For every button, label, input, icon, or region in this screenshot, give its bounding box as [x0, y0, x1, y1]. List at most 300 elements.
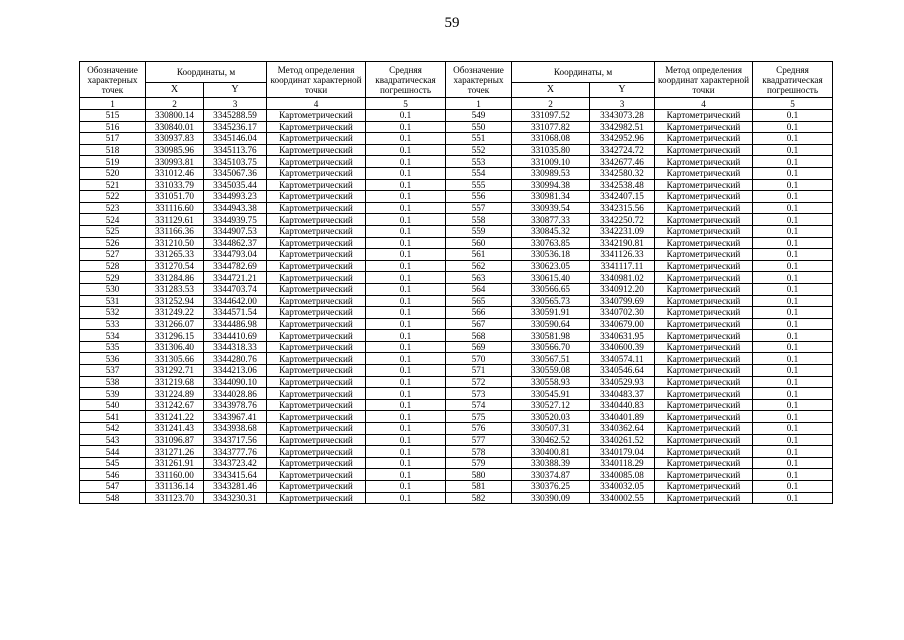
coord-y-cell: 3341126.33 [590, 249, 655, 261]
coord-y-cell: 3342982.51 [590, 121, 655, 133]
coord-x-cell: 330840.01 [146, 121, 204, 133]
error-cell: 0.1 [753, 110, 833, 122]
coord-y-cell: 3344782.69 [204, 260, 267, 272]
coord-x-cell: 330800.14 [146, 110, 204, 122]
method-cell: Картометрический [267, 307, 366, 319]
coord-x-cell: 330993.81 [146, 156, 204, 168]
error-cell: 0.1 [366, 446, 446, 458]
table-row [80, 214, 833, 226]
error-cell: 0.1 [366, 167, 446, 179]
point-id-cell: 517 [80, 133, 146, 145]
point-id-cell: 553 [446, 156, 512, 168]
point-id-cell: 570 [446, 353, 512, 365]
method-cell: Картометрический [267, 318, 366, 330]
error-cell: 0.1 [753, 295, 833, 307]
point-id-cell: 530 [80, 283, 146, 295]
point-id-cell: 582 [446, 492, 512, 504]
table-body [80, 110, 833, 504]
coord-x-cell: 330937.83 [146, 133, 204, 145]
error-cell: 0.1 [753, 144, 833, 156]
method-cell: Картометрический [655, 133, 753, 145]
error-cell: 0.1 [366, 492, 446, 504]
error-cell: 0.1 [753, 133, 833, 145]
point-id-cell: 550 [446, 121, 512, 133]
coord-y-cell: 3342952.96 [590, 133, 655, 145]
method-cell: Картометрический [655, 121, 753, 133]
coord-x-cell: 331306.40 [146, 341, 204, 353]
method-cell: Картометрический [267, 191, 366, 203]
coord-x-cell: 330591.91 [512, 307, 590, 319]
coord-x-cell: 330376.25 [512, 481, 590, 493]
method-cell: Картометрический [267, 260, 366, 272]
method-cell: Картометрический [267, 249, 366, 261]
header-coords-right: Координаты, м [512, 62, 655, 83]
table-row [80, 260, 833, 272]
point-id-cell: 520 [80, 167, 146, 179]
point-id-cell: 574 [446, 399, 512, 411]
method-cell: Картометрический [655, 411, 753, 423]
method-cell: Картометрический [655, 388, 753, 400]
method-cell: Картометрический [267, 457, 366, 469]
coord-x-cell: 330566.70 [512, 341, 590, 353]
method-cell: Картометрический [655, 469, 753, 481]
coord-y-cell: 3344318.33 [204, 341, 267, 353]
error-cell: 0.1 [753, 260, 833, 272]
table-row [80, 353, 833, 365]
coord-y-cell: 3342231.09 [590, 225, 655, 237]
error-cell: 0.1 [366, 457, 446, 469]
point-id-cell: 581 [446, 481, 512, 493]
error-cell: 0.1 [753, 423, 833, 435]
coord-y-cell: 3343967.41 [204, 411, 267, 423]
coord-x-cell: 331166.36 [146, 225, 204, 237]
point-id-cell: 567 [446, 318, 512, 330]
error-cell: 0.1 [366, 121, 446, 133]
point-id-cell: 525 [80, 225, 146, 237]
method-cell: Картометрический [267, 202, 366, 214]
coord-y-cell: 3344943.38 [204, 202, 267, 214]
coord-y-cell: 3343415.64 [204, 469, 267, 481]
table-row [80, 156, 833, 168]
coord-y-cell: 3344090.10 [204, 376, 267, 388]
coord-x-cell: 331012.46 [146, 167, 204, 179]
error-cell: 0.1 [753, 214, 833, 226]
coord-x-cell: 331009.10 [512, 156, 590, 168]
point-id-cell: 566 [446, 307, 512, 319]
table-row [80, 481, 833, 493]
coord-x-cell: 330615.40 [512, 272, 590, 284]
coord-x-cell: 330559.08 [512, 365, 590, 377]
point-id-cell: 569 [446, 341, 512, 353]
point-id-cell: 577 [446, 434, 512, 446]
method-cell: Картометрический [655, 492, 753, 504]
point-id-cell: 543 [80, 434, 146, 446]
coord-y-cell: 3341117.11 [590, 260, 655, 272]
method-cell: Картометрический [655, 225, 753, 237]
method-cell: Картометрический [267, 469, 366, 481]
method-cell: Картометрический [267, 179, 366, 191]
error-cell: 0.1 [366, 202, 446, 214]
point-id-cell: 558 [446, 214, 512, 226]
method-cell: Картометрический [655, 191, 753, 203]
coord-y-cell: 3343723.42 [204, 457, 267, 469]
method-cell: Картометрический [267, 144, 366, 156]
point-id-cell: 549 [446, 110, 512, 122]
coord-y-cell: 3340179.04 [590, 446, 655, 458]
coord-x-cell: 331296.15 [146, 330, 204, 342]
point-id-cell: 580 [446, 469, 512, 481]
table-row [80, 388, 833, 400]
coord-x-cell: 331068.08 [512, 133, 590, 145]
coord-x-cell: 330566.65 [512, 283, 590, 295]
method-cell: Картометрический [655, 214, 753, 226]
coord-y-cell: 3340600.39 [590, 341, 655, 353]
error-cell: 0.1 [366, 237, 446, 249]
method-cell: Картометрический [267, 283, 366, 295]
coord-x-cell: 330590.64 [512, 318, 590, 330]
coord-y-cell: 3345067.36 [204, 167, 267, 179]
method-cell: Картометрический [655, 179, 753, 191]
method-cell: Картометрический [267, 411, 366, 423]
point-id-cell: 575 [446, 411, 512, 423]
point-id-cell: 548 [80, 492, 146, 504]
coord-x-cell: 331266.07 [146, 318, 204, 330]
table-row [80, 133, 833, 145]
coord-y-cell: 3345035.44 [204, 179, 267, 191]
coord-x-cell: 331033.79 [146, 179, 204, 191]
coord-x-cell: 331116.60 [146, 202, 204, 214]
coord-x-cell: 330565.73 [512, 295, 590, 307]
coord-x-cell: 331242.67 [146, 399, 204, 411]
point-id-cell: 551 [446, 133, 512, 145]
column-number: 2 [146, 98, 204, 110]
error-cell: 0.1 [366, 295, 446, 307]
coord-x-cell: 331097.52 [512, 110, 590, 122]
table-row [80, 283, 833, 295]
method-cell: Картометрический [655, 249, 753, 261]
point-id-cell: 523 [80, 202, 146, 214]
coord-y-cell: 3343073.28 [590, 110, 655, 122]
method-cell: Картометрический [655, 353, 753, 365]
error-cell: 0.1 [366, 399, 446, 411]
error-cell: 0.1 [753, 341, 833, 353]
method-cell: Картометрический [267, 388, 366, 400]
coord-y-cell: 3344410.69 [204, 330, 267, 342]
table-row [80, 469, 833, 481]
coord-y-cell: 3344571.54 [204, 307, 267, 319]
error-cell: 0.1 [366, 214, 446, 226]
coord-x-cell: 330520.03 [512, 411, 590, 423]
point-id-cell: 564 [446, 283, 512, 295]
point-id-cell: 563 [446, 272, 512, 284]
point-id-cell: 531 [80, 295, 146, 307]
error-cell: 0.1 [366, 307, 446, 319]
method-cell: Картометрический [655, 283, 753, 295]
column-number: 2 [512, 98, 590, 110]
error-cell: 0.1 [753, 457, 833, 469]
column-number: 5 [753, 98, 833, 110]
method-cell: Картометрический [655, 423, 753, 435]
table-row [80, 330, 833, 342]
error-cell: 0.1 [366, 434, 446, 446]
coord-x-cell: 331224.89 [146, 388, 204, 400]
table-row [80, 272, 833, 284]
error-cell: 0.1 [753, 411, 833, 423]
coord-y-cell: 3342677.46 [590, 156, 655, 168]
coord-x-cell: 330567.51 [512, 353, 590, 365]
point-id-cell: 521 [80, 179, 146, 191]
coord-y-cell: 3340362.64 [590, 423, 655, 435]
point-id-cell: 515 [80, 110, 146, 122]
point-id-cell: 552 [446, 144, 512, 156]
header-x-right: X [512, 83, 590, 98]
method-cell: Картометрический [267, 121, 366, 133]
table-row [80, 365, 833, 377]
coord-x-cell: 331129.61 [146, 214, 204, 226]
coord-x-cell: 330374.87 [512, 469, 590, 481]
point-id-cell: 522 [80, 191, 146, 203]
coord-y-cell: 3340702.30 [590, 307, 655, 319]
table-row [80, 307, 833, 319]
table-row [80, 167, 833, 179]
method-cell: Картометрический [267, 295, 366, 307]
point-id-cell: 573 [446, 388, 512, 400]
header-y-left: Y [204, 83, 267, 98]
coord-y-cell: 3340118.29 [590, 457, 655, 469]
error-cell: 0.1 [753, 388, 833, 400]
coord-y-cell: 3340261.52 [590, 434, 655, 446]
method-cell: Картометрический [655, 365, 753, 377]
coord-x-cell: 330985.96 [146, 144, 204, 156]
point-id-cell: 555 [446, 179, 512, 191]
coord-x-cell: 331271.26 [146, 446, 204, 458]
coord-y-cell: 3344939.75 [204, 214, 267, 226]
table-row [80, 191, 833, 203]
method-cell: Картометрический [267, 225, 366, 237]
method-cell: Картометрический [267, 330, 366, 342]
coord-x-cell: 331096.87 [146, 434, 204, 446]
error-cell: 0.1 [366, 376, 446, 388]
method-cell: Картометрический [655, 376, 753, 388]
method-cell: Картометрический [267, 481, 366, 493]
method-cell: Картометрический [267, 341, 366, 353]
coord-y-cell: 3342580.32 [590, 167, 655, 179]
error-cell: 0.1 [753, 399, 833, 411]
coord-y-cell: 3340546.64 [590, 365, 655, 377]
error-cell: 0.1 [753, 365, 833, 377]
coord-x-cell: 331284.86 [146, 272, 204, 284]
table-row [80, 399, 833, 411]
point-id-cell: 541 [80, 411, 146, 423]
error-cell: 0.1 [753, 156, 833, 168]
header-error-right: Средняя квадратическая погрешность [753, 62, 833, 98]
error-cell: 0.1 [366, 341, 446, 353]
method-cell: Картометрический [655, 144, 753, 156]
coord-y-cell: 3340032.05 [590, 481, 655, 493]
method-cell: Картометрический [655, 457, 753, 469]
coord-y-cell: 3344703.74 [204, 283, 267, 295]
table-row [80, 341, 833, 353]
coord-x-cell: 330390.09 [512, 492, 590, 504]
coord-y-cell: 3340483.37 [590, 388, 655, 400]
method-cell: Картометрический [267, 446, 366, 458]
method-cell: Картометрический [655, 260, 753, 272]
header-method-right: Метод определения координат характерной точки [655, 62, 753, 98]
coord-y-cell: 3340799.69 [590, 295, 655, 307]
method-cell: Картометрический [267, 434, 366, 446]
error-cell: 0.1 [753, 376, 833, 388]
error-cell: 0.1 [366, 179, 446, 191]
point-id-cell: 536 [80, 353, 146, 365]
table-row [80, 492, 833, 504]
error-cell: 0.1 [753, 237, 833, 249]
table-row [80, 457, 833, 469]
coord-y-cell: 3343230.31 [204, 492, 267, 504]
error-cell: 0.1 [753, 121, 833, 133]
error-cell: 0.1 [366, 388, 446, 400]
point-id-cell: 546 [80, 469, 146, 481]
table-row [80, 110, 833, 122]
coord-y-cell: 3343938.68 [204, 423, 267, 435]
method-cell: Картометрический [267, 399, 366, 411]
error-cell: 0.1 [366, 469, 446, 481]
point-id-cell: 516 [80, 121, 146, 133]
point-id-cell: 556 [446, 191, 512, 203]
coord-x-cell: 331261.91 [146, 457, 204, 469]
table-row [80, 249, 833, 261]
error-cell: 0.1 [753, 283, 833, 295]
coord-x-cell: 330507.31 [512, 423, 590, 435]
coord-x-cell: 330981.34 [512, 191, 590, 203]
error-cell: 0.1 [753, 469, 833, 481]
coord-x-cell: 330939.54 [512, 202, 590, 214]
point-id-cell: 534 [80, 330, 146, 342]
coord-x-cell: 331283.53 [146, 283, 204, 295]
header-coords-left: Координаты, м [146, 62, 267, 83]
coord-y-cell: 3342190.81 [590, 237, 655, 249]
error-cell: 0.1 [753, 202, 833, 214]
coord-x-cell: 330462.52 [512, 434, 590, 446]
point-id-cell: 554 [446, 167, 512, 179]
point-id-cell: 524 [80, 214, 146, 226]
table-row [80, 423, 833, 435]
error-cell: 0.1 [366, 365, 446, 377]
method-cell: Картометрический [655, 295, 753, 307]
method-cell: Картометрический [267, 272, 366, 284]
error-cell: 0.1 [366, 144, 446, 156]
coord-y-cell: 3345236.17 [204, 121, 267, 133]
header-x-left: X [146, 83, 204, 98]
table-row [80, 237, 833, 249]
error-cell: 0.1 [753, 330, 833, 342]
method-cell: Картометрический [655, 202, 753, 214]
coordinates-table [79, 61, 833, 504]
coord-x-cell: 331077.82 [512, 121, 590, 133]
coord-y-cell: 3344862.37 [204, 237, 267, 249]
page-number: 59 [444, 15, 460, 31]
point-id-cell: 562 [446, 260, 512, 272]
column-number: 5 [366, 98, 446, 110]
point-id-cell: 519 [80, 156, 146, 168]
coord-x-cell: 330581.98 [512, 330, 590, 342]
point-id-cell: 538 [80, 376, 146, 388]
point-id-cell: 559 [446, 225, 512, 237]
error-cell: 0.1 [753, 191, 833, 203]
point-id-cell: 547 [80, 481, 146, 493]
error-cell: 0.1 [366, 272, 446, 284]
method-cell: Картометрический [655, 330, 753, 342]
header-point-left: Обозначение характерных точек [80, 62, 146, 98]
coord-y-cell: 3340574.11 [590, 353, 655, 365]
coord-y-cell: 3343717.56 [204, 434, 267, 446]
point-id-cell: 545 [80, 457, 146, 469]
coord-x-cell: 331305.66 [146, 353, 204, 365]
coord-x-cell: 330536.18 [512, 249, 590, 261]
coord-x-cell: 330623.05 [512, 260, 590, 272]
method-cell: Картометрический [655, 481, 753, 493]
table-row [80, 179, 833, 191]
point-id-cell: 539 [80, 388, 146, 400]
point-id-cell: 533 [80, 318, 146, 330]
coord-y-cell: 3344486.98 [204, 318, 267, 330]
coord-x-cell: 331270.54 [146, 260, 204, 272]
point-id-cell: 532 [80, 307, 146, 319]
point-id-cell: 576 [446, 423, 512, 435]
error-cell: 0.1 [366, 411, 446, 423]
coord-x-cell: 331123.70 [146, 492, 204, 504]
table-row [80, 318, 833, 330]
method-cell: Картометрический [267, 353, 366, 365]
coord-y-cell: 3344721.21 [204, 272, 267, 284]
error-cell: 0.1 [366, 318, 446, 330]
error-cell: 0.1 [753, 307, 833, 319]
error-cell: 0.1 [753, 272, 833, 284]
point-id-cell: 518 [80, 144, 146, 156]
coord-y-cell: 3340529.93 [590, 376, 655, 388]
table-row [80, 121, 833, 133]
table-row [80, 434, 833, 446]
point-id-cell: 565 [446, 295, 512, 307]
coord-y-cell: 3344907.53 [204, 225, 267, 237]
coord-y-cell: 3340912.20 [590, 283, 655, 295]
coord-y-cell: 3343978.76 [204, 399, 267, 411]
coord-x-cell: 330989.53 [512, 167, 590, 179]
point-id-cell: 571 [446, 365, 512, 377]
table-row [80, 446, 833, 458]
error-cell: 0.1 [366, 481, 446, 493]
point-id-cell: 572 [446, 376, 512, 388]
coord-y-cell: 3343281.46 [204, 481, 267, 493]
coord-x-cell: 331136.14 [146, 481, 204, 493]
coord-x-cell: 331265.33 [146, 249, 204, 261]
column-number-row [80, 98, 833, 110]
method-cell: Картометрический [267, 156, 366, 168]
table-row [80, 144, 833, 156]
method-cell: Картометрический [267, 423, 366, 435]
coord-y-cell: 3342724.72 [590, 144, 655, 156]
coord-y-cell: 3344642.00 [204, 295, 267, 307]
column-number: 1 [446, 98, 512, 110]
method-cell: Картометрический [655, 446, 753, 458]
coord-y-cell: 3342538.48 [590, 179, 655, 191]
coord-x-cell: 331219.68 [146, 376, 204, 388]
method-cell: Картометрический [655, 110, 753, 122]
error-cell: 0.1 [753, 167, 833, 179]
coord-y-cell: 3345113.76 [204, 144, 267, 156]
coord-y-cell: 3342315.56 [590, 202, 655, 214]
error-cell: 0.1 [753, 225, 833, 237]
error-cell: 0.1 [366, 283, 446, 295]
